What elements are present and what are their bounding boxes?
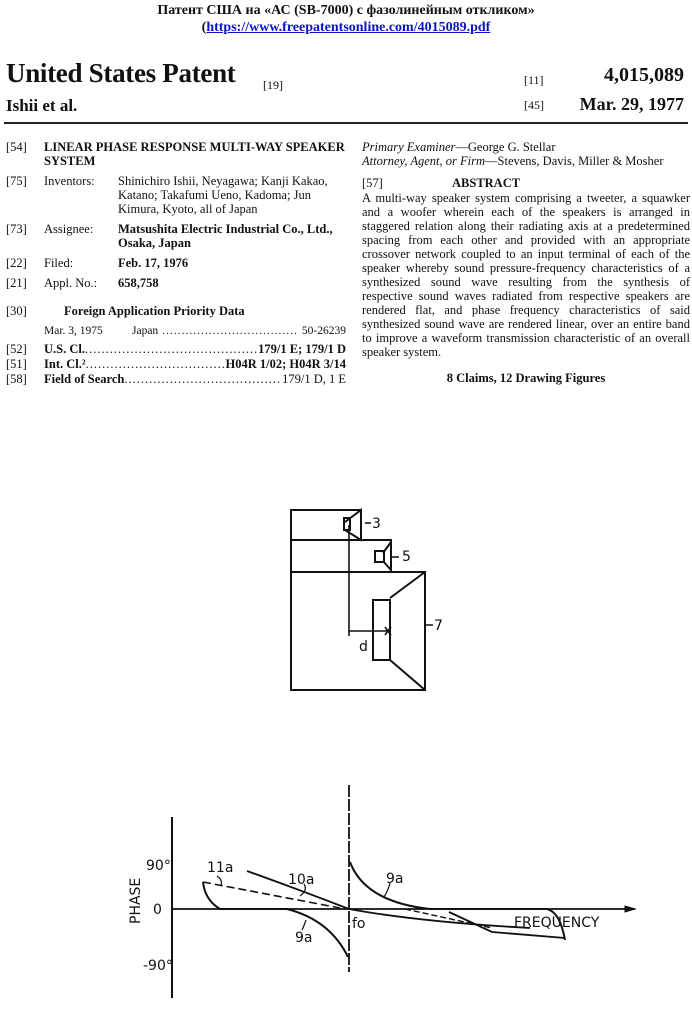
leader-9a-lower xyxy=(302,920,306,930)
leader-dots xyxy=(85,342,258,356)
abstract-column xyxy=(362,140,690,385)
label-distance: d xyxy=(359,639,368,655)
assignee-value: Matsushita Electric Industrial Co., Ltd., Osaka, Japan xyxy=(118,222,333,250)
int-cl-value: H04R 1/02; H04R 3/14 xyxy=(225,357,346,371)
field-search-value: 179/1 D, 1 E xyxy=(282,372,346,386)
invention-title: LINEAR PHASE RESPONSE MULTI-WAY SPEAKER SYSTEM xyxy=(44,140,345,168)
field-filed xyxy=(6,256,346,270)
field-appl xyxy=(6,276,346,290)
tick-90: 90° xyxy=(146,858,171,874)
leader-dots xyxy=(124,372,282,386)
xlabel-frequency: FREQUENCY xyxy=(514,915,600,931)
filed-value: Feb. 17, 1976 xyxy=(118,256,189,270)
phase-frequency-figure xyxy=(100,780,640,1000)
code-58: [58] xyxy=(6,372,27,386)
code-21: [21] xyxy=(6,276,27,290)
abstract-heading xyxy=(362,176,690,190)
document-caption xyxy=(0,2,692,36)
field-search xyxy=(6,372,346,386)
us-cl-value: 179/1 E; 179/1 D xyxy=(258,342,346,356)
assignee-label: Assignee: xyxy=(44,222,94,236)
ylabel-phase: PHASE xyxy=(128,877,144,924)
leader-dots xyxy=(86,357,226,371)
field-inventors xyxy=(6,174,346,216)
patent-number: 4,015,089 xyxy=(604,64,684,86)
code-30: [30] xyxy=(6,304,27,318)
frequency-arrow-head xyxy=(625,906,635,912)
header-rule xyxy=(4,122,688,124)
code-75: [75] xyxy=(6,174,27,188)
inventors-value: Shinichiro Ishii, Neyagawa; Kanji Kakao, Katano; Takafumi Ueno, Kadoma; Jun Kimura, Kyoto, all of Japan xyxy=(118,174,328,216)
code-54: [54] xyxy=(6,140,27,154)
tick-neg90: -90° xyxy=(143,958,173,974)
caption-paren: ( xyxy=(201,20,207,35)
priority-date: Mar. 3, 1975 xyxy=(44,325,103,337)
label-woofer: 7 xyxy=(434,618,443,634)
int-cl-label: Int. Cl.² xyxy=(44,357,86,371)
pdf-link[interactable]: https://www.freepatentsonline.com/4015089.pdf xyxy=(206,20,491,35)
priority-entry xyxy=(6,324,346,338)
label-tweeter: 3 xyxy=(372,516,381,532)
inventors-label: Inventors: xyxy=(44,174,95,188)
label-squawker: 5 xyxy=(402,549,411,565)
number-code: [11] xyxy=(524,73,544,87)
label-9a-upper: 9a xyxy=(386,871,404,887)
leader-dots xyxy=(162,324,298,338)
tweeter-horn xyxy=(345,510,361,540)
priority-country: Japan xyxy=(132,325,159,337)
field-assignee xyxy=(6,222,346,250)
code-52: [52] xyxy=(6,342,27,356)
code-51: [51] xyxy=(6,357,27,371)
foreign-title: Foreign Application Priority Data xyxy=(64,304,245,318)
woofer-horn xyxy=(390,572,425,690)
label-fo: fo xyxy=(352,916,366,932)
label-9a-lower: 9a xyxy=(295,930,313,946)
field-title xyxy=(6,140,346,168)
abstract-text: A multi-way speaker system comprising a tweeter, a squawker and a woofer wherein each of the speakers is arranged in staggered relation along their radiating axis at a predetermined spacing from each other and provided with an appropriate crossover network coupled to an input terminal of each of the speaker whereby sound pressure-frequency characteristics of a synthesized sound wave resulting from the synthesis of respective sound waves radiated from respective speakers are rendered flat, and phase frequency characteristics of said synthesized sound wave are rendered linear, over an entire band to improve a waveform transmission characteristic of an overall speaker system. xyxy=(362,191,690,359)
patent-date: Mar. 29, 1977 xyxy=(579,94,684,114)
filed-label: Filed: xyxy=(44,256,74,270)
inventors-short: Ishii et al. xyxy=(6,96,78,115)
patent-office-title: United States Patent xyxy=(6,58,236,88)
us-cl-label: U.S. Cl. xyxy=(44,342,85,356)
label-11a: 11a xyxy=(207,860,234,876)
attorney-label: Attorney, Agent, or Firm xyxy=(362,154,486,168)
appl-value: 658,758 xyxy=(118,276,159,290)
field-us-cl xyxy=(6,342,346,356)
curve-11a-dashed xyxy=(203,882,340,908)
tick-0: 0 xyxy=(153,902,162,918)
examiner-label: Primary Examiner xyxy=(362,140,456,154)
title-code: [19] xyxy=(263,78,283,92)
code-22: [22] xyxy=(6,256,27,270)
appl-label: Appl. No.: xyxy=(44,276,98,290)
priority-number: 50-26239 xyxy=(301,325,346,337)
caption-title: Патент США на «АС (SB-7000) с фазолинейным откликом» xyxy=(157,3,535,18)
label-10a: 10a xyxy=(288,872,315,888)
bibliographic-column xyxy=(6,140,346,387)
field-int-cl xyxy=(6,357,346,371)
examiner-line xyxy=(362,140,690,154)
code-73: [73] xyxy=(6,222,27,236)
field-foreign-priority xyxy=(6,304,346,318)
abstract-title: ABSTRACT xyxy=(452,176,521,190)
code-57: [57] xyxy=(362,176,383,190)
examiner-value: —George G. Stellar xyxy=(455,140,556,154)
date-code: [45] xyxy=(524,98,544,112)
attorney-line xyxy=(362,154,690,168)
speaker-arrangement-figure xyxy=(270,495,470,695)
claims-count: 8 Claims, 12 Drawing Figures xyxy=(446,371,606,385)
attorney-value: —Stevens, Davis, Miller & Mosher xyxy=(485,154,664,168)
field-search-label: Field of Search xyxy=(44,372,125,386)
